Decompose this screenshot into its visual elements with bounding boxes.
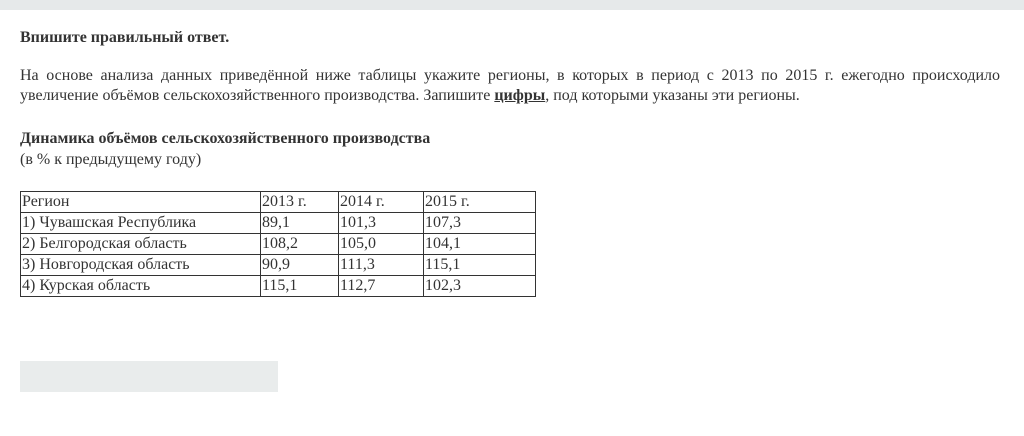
question-text-part2: , под которыми указаны эти регионы. — [545, 87, 800, 104]
table-cell: 105,0 — [339, 234, 424, 255]
table-cell: 107,3 — [424, 213, 536, 234]
table-cell: 115,1 — [424, 255, 536, 276]
top-bar — [0, 0, 1024, 10]
table-caption — [20, 128, 1000, 170]
table-cell: 4) Курская область — [21, 276, 261, 297]
table-cell: 101,3 — [339, 213, 424, 234]
header-2014: 2014 г. — [339, 192, 424, 213]
table-header-row — [21, 192, 536, 213]
question-text — [20, 66, 1000, 106]
table-row — [21, 255, 536, 276]
header-region: Регион — [21, 192, 261, 213]
table-row — [21, 213, 536, 234]
table-cell: 108,2 — [261, 234, 339, 255]
question-emphasis: цифры — [494, 87, 546, 104]
answer-input[interactable] — [20, 361, 278, 392]
header-2015: 2015 г. — [424, 192, 536, 213]
table-subtitle: (в % к предыдущему году) — [20, 151, 202, 168]
table-cell: 89,1 — [261, 213, 339, 234]
table-cell: 102,3 — [424, 276, 536, 297]
table-cell: 3) Новгородская область — [21, 255, 261, 276]
question-text-part1: На основе анализа данных приведённой ниже таблицы укажите регионы, в которых в период с 2013 по 2015 г. ежегодно происходило увеличение объёмов сельскохозяйственного производства. Запишите — [20, 67, 1000, 104]
table-cell: 115,1 — [261, 276, 339, 297]
table-cell: 2) Белгородская область — [21, 234, 261, 255]
header-2013: 2013 г. — [261, 192, 339, 213]
table-title: Динамика объёмов сельскохозяйственного производства — [20, 130, 431, 147]
table-cell: 90,9 — [261, 255, 339, 276]
table-cell: 1) Чувашская Республика — [21, 213, 261, 234]
table-cell: 111,3 — [339, 255, 424, 276]
data-table — [20, 191, 536, 297]
table-row — [21, 276, 536, 297]
table-row — [21, 234, 536, 255]
table-cell: 112,7 — [339, 276, 424, 297]
task-instruction: Впишите правильный ответ. — [20, 29, 230, 46]
table-cell: 104,1 — [424, 234, 536, 255]
task-content — [20, 28, 1000, 297]
